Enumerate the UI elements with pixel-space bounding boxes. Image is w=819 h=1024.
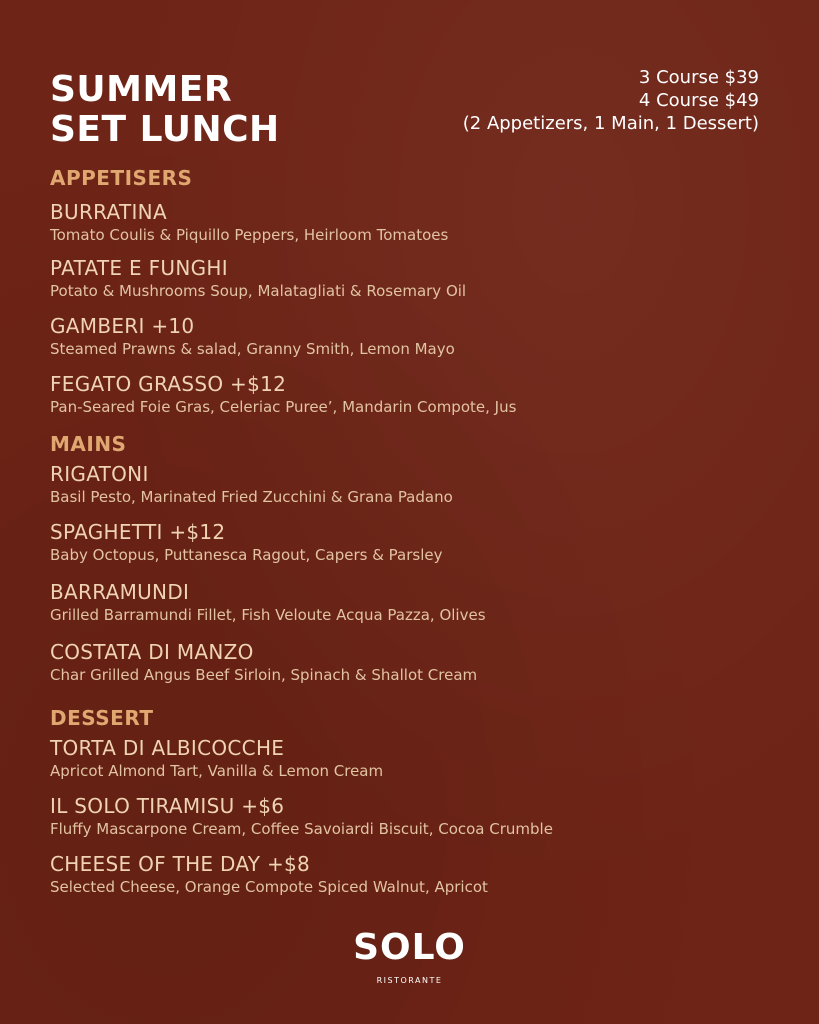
- logo-wordmark: SOLO: [353, 927, 466, 968]
- item-name: RIGATONI: [50, 462, 149, 486]
- section-heading-mains: MAINS: [50, 432, 127, 456]
- section-heading-appetisers: APPETISERS: [50, 166, 193, 190]
- item-description: Selected Cheese, Orange Compote Spiced Walnut, Apricot: [50, 878, 488, 896]
- menu-item: [50, 200, 770, 245]
- item-description: Baby Octopus, Puttanesca Ragout, Capers & Parsley: [50, 546, 443, 564]
- restaurant-logo: [0, 928, 819, 985]
- item-name: SPAGHETTI +$12: [50, 520, 226, 544]
- menu-item: [50, 462, 770, 507]
- item-name: COSTATA DI MANZO: [50, 640, 254, 664]
- pricing-3-course: 3 Course $39: [638, 67, 759, 88]
- item-name: FEGATO GRASSO +$12: [50, 372, 287, 396]
- title-line-1: SUMMER: [50, 69, 233, 110]
- pricing-block: [463, 66, 759, 135]
- logo-subtitle: RISTORANTE: [376, 976, 443, 985]
- menu-item: [50, 736, 770, 781]
- item-description: Grilled Barramundi Fillet, Fish Veloute Acqua Pazza, Olives: [50, 606, 486, 624]
- menu-item: [50, 520, 770, 565]
- item-name: CHEESE OF THE DAY +$8: [50, 852, 311, 876]
- menu-item: [50, 794, 770, 839]
- item-description: Steamed Prawns & salad, Granny Smith, Lemon Mayo: [50, 340, 455, 358]
- menu-item: [50, 640, 770, 685]
- item-description: Potato & Mushrooms Soup, Malatagliati & Rosemary Oil: [50, 282, 467, 300]
- item-name: BARRAMUNDI: [50, 580, 190, 604]
- item-description: Char Grilled Angus Beef Sirloin, Spinach & Shallot Cream: [50, 666, 478, 684]
- item-name: BURRATINA: [50, 200, 167, 224]
- item-description: Apricot Almond Tart, Vanilla & Lemon Cream: [50, 762, 384, 780]
- menu-item: [50, 314, 770, 359]
- title-line-2: SET LUNCH: [50, 109, 280, 150]
- pricing-4-course: 4 Course $49: [638, 90, 759, 111]
- item-description: Basil Pesto, Marinated Fried Zucchini & Grana Padano: [50, 488, 453, 506]
- menu-item: [50, 372, 770, 417]
- item-name: IL SOLO TIRAMISU +$6: [50, 794, 285, 818]
- item-name: PATATE E FUNGHI: [50, 256, 228, 280]
- item-name: GAMBERI +10: [50, 314, 195, 338]
- item-name: TORTA DI ALBICOCCHE: [50, 736, 285, 760]
- pricing-note: (2 Appetizers, 1 Main, 1 Dessert): [462, 113, 759, 134]
- item-description: Pan-Seared Foie Gras, Celeriac Puree’, Mandarin Compote, Jus: [50, 398, 517, 416]
- item-description: Tomato Coulis & Piquillo Peppers, Heirloom Tomatoes: [50, 226, 449, 244]
- menu-item: [50, 580, 770, 625]
- menu-item: [50, 256, 770, 301]
- menu-item: [50, 852, 770, 897]
- item-description: Fluffy Mascarpone Cream, Coffee Savoiardi Biscuit, Cocoa Crumble: [50, 820, 553, 838]
- section-heading-dessert: DESSERT: [50, 706, 154, 730]
